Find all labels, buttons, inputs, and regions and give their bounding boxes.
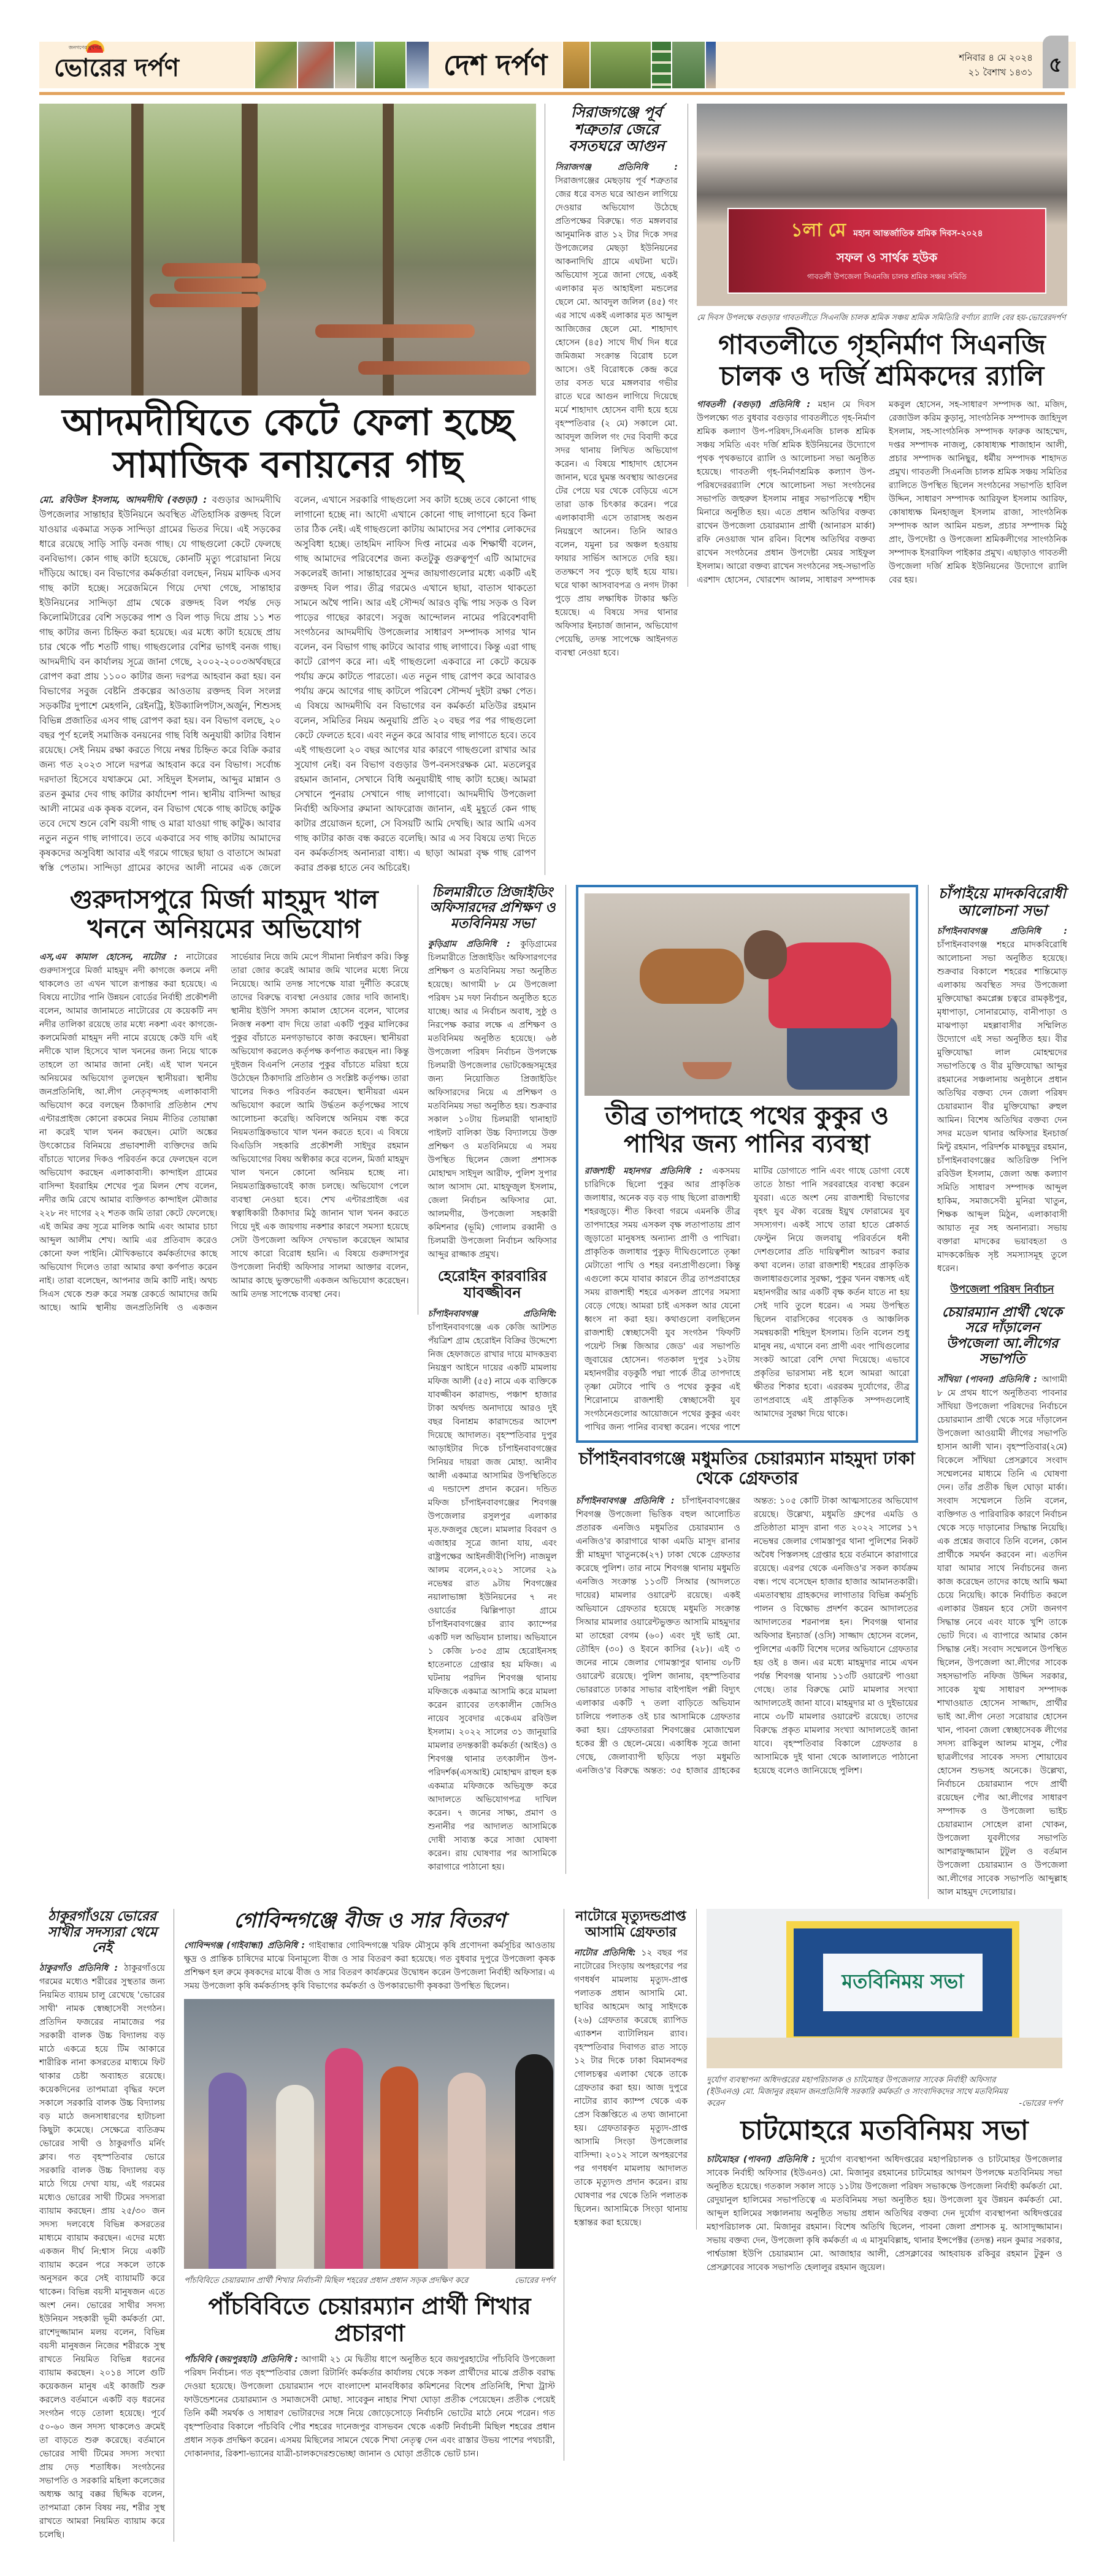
headline-heroin[interactable]: হেরোইন কারবারির যাবজ্জীবন [437, 1266, 547, 1302]
marcher [515, 2054, 553, 2269]
section-title: দেশ দর্পণ [443, 48, 548, 82]
headline-sirajganj[interactable]: সিরাজগঞ্জে পূর্ব শত্রুতার জেরে বসতঘরে আগুন [568, 103, 665, 155]
headline-gurudaspur[interactable]: গুরুদাসপুরে মির্জা মাহমুদ খাল খননে অনিয়মের অভিযোগ [69, 884, 378, 944]
byline: এস,এম কামাল হোসেন, নাটোর : [39, 952, 186, 962]
article-text: নাটোরের গুরুদাসপুরে মির্জা মাহমুদ নদী কাগজে কলমে নদী থাকলেও তা এখন খালে রূপান্তর করা হয়েছে। এ বিষয়ে নাটোর পানি উন্নয়ন বোর্ডের নির্বাহী প্রকৌশলী বলেন, আমার জানামতে নাটোরের যে কয়েকটি নদ নদীর তালিকা রয়েছে তার মধ্যে নকশা এবং কাগজে-কলমেমির্জা মাহমুদ নদী নামে রয়েছে কেউ যদি এই নদীকে খাল হিসেবে খাল খননের জন্য নিয়ে থাকে তাহলে তা আমার জানা নেই। এই খাল খননে অনিয়মের অভিযোগ তুলছেন স্থানীয়রা। স্থানীয় জনপ্রতিনিধি, আ.লীগ নেতৃবৃন্দসহ এলাকাবাসী অভিযোগ করে বলছেন ঠিকাদারি প্রতিষ্ঠান শেখ এন্টারপ্রাইজ কোনো রকমের নিয়ম নীতির তোয়াক্কা না করেই খাল খনন করছেন। মোটা অঙ্কের উৎকোচের বিনিময়ে প্রভাবশালী ব্যক্তিদের জমি বাঁচাতে খালের দিকও পরিবর্তন করে ফেলছেন বলে অভিযোগ করছেন এলাকাবাসী। কান্দাইল গ্রামের বাসিন্দা ইবরাহিম শেখের পুত্র মিলন শেখ বলেন, নদীর জমি রেখে আমার ব্যক্তিগত কান্দাইল মৌজার ২২৮ নং দাগের ২২ শতক জমি তারা কেটে ফেলেছে। এই জমির ক্রয় সূত্রে মালিক আমি এবং আমার চাচা আব্দুল আলীম শেখ। আমি এর প্রতিবাদ করেও কোনো ফল পাইনি। মৌখিকভাবে কর্মকর্তাদের কাছে অভিযোগ দিলেও তারা আমার কথা কর্ণপাত করেন নাই। তারা বলেছেন, আপনার জমি কাটি নাই। অথচ সিএস থেকে শুরু করে সমস্ত রেকর্ডে আমাদের জমি আছে। আমি স্থানীয় জনপ্রতিনিধি ও একজন সার্ভেয়ার নিয়ে জমি মেপে সীমানা নির্ধারণ করি। কিন্তু তারা জোর করেই আমার জমি খালের মধ্যে নিয়ে নিয়েছে। আমি তদন্ত সাপেক্ষে যারা দুর্নীতি করেছে তাদের বিরুদ্ধে ব্যবস্থা নেওয়ার জোর দাবি জানাই। স্থানীয় ইউপি সদস্য কামাল হোসেন বলেন, খালের নিজস্ব নকশা বাদ দিয়ে তারা একটি পুকুর মালিকের পুকুর বাঁচাতে মনগড়াভাবে কাজ করছেন। স্থানীয়রা অভিযোগ করলেও কর্তৃপক্ষ কর্ণপাত করছেন না। কিন্তু দুইজন বিএনপি নেতার পুকুর বাঁচাতে মরিয়া হয়ে উঠেছেন ঠিকাদারি প্রতিষ্ঠান ও সংশ্লিষ্ট কর্তৃপক্ষ। তারা খালের দিকও পরিবর্তন করছেন। স্থানীয়রা এমন অভিযোগ করলে আমি উর্দ্ধতন কর্তৃপক্ষের সাথে আলোচনা করেছি। অবিলম্বে অনিয়ম বন্ধ করে নিয়মতান্ত্রিকভাবে খাল খনন করতে হবে। এ বিষয়ে বিএডিসি সহকারি প্রকৌশলী সাইদুর রহমান অভিযোগের বিষয় অস্বীকার করে বলেন, মির্জা মাহমুদ খাল খননে কোনো অনিয়ম হচ্ছে না। নিয়মতান্ত্রিকভাবেই কাজ চলছে। অভিযোগ পেলে ব্যবস্থা নেওয়া হবে। শেখ এন্টারপ্রাইজ এর স্বত্বাধিকারী ঠিকাদার মিঠু জানান খাল খনন করতে গিয়ে দুই এক জায়গায় নকশার কারণে সমস্যা হয়েছে সেটা উপজেলা অফিস দেখভাল করেছেন আমার সাথে কারো বিরোধ হয়নি। এ বিষয়ে গুরুদাসপুর উপজেলা নির্বাহী অফিসার সালমা আক্তার বলেন, আমার কাছে ভুক্তভোগী একজন অভিযোগ করেছেন। আমি তদন্ত সাপেক্ষে ব্যবস্থা নেব। [39, 952, 409, 1313]
newspaper-logo[interactable]: ভোরের দর্পণ [54, 53, 179, 82]
article-thakurgaon [39, 1909, 174, 2542]
masthead-photo-road [334, 42, 355, 88]
masthead-photo-watermelon [651, 42, 671, 88]
byline: কুড়িগ্রাম প্রতিনিধি : [427, 939, 521, 949]
byline: গাবতলী (বগুড়া) প্রতিনিধি : [697, 400, 818, 410]
date-band [716, 42, 1076, 88]
meeting-backdrop [786, 1921, 1019, 2044]
caption-credit: ভোরের দর্পণ [515, 2276, 555, 2286]
photo-election-march [184, 1999, 554, 2269]
photo-meeting [707, 1909, 1062, 2068]
headline-gabtali[interactable]: গাবতলীতে গৃহনির্মাণ সিএনজি চালক ও দর্জি শ্রমিকদের র‌্যালি [718, 329, 1046, 392]
log [150, 294, 260, 307]
headline-rajshahi[interactable]: তীব্র তাপদাহে পথের কুকুর ও পাখির জন্য পানির ব্যবস্থা [605, 1101, 889, 1158]
marcher [325, 2048, 363, 2269]
byline: মো. রবিউল ইসলাম, আদমদীঘি (বগুড়া) : [39, 494, 212, 505]
row-bottom [39, 1909, 1067, 2542]
byline: চাটমোহর (পাবনা) প্রতিনিধি : [707, 2154, 821, 2165]
headline-santhia[interactable]: চেয়ারম্যান প্রার্থী থেকে সরে দাঁড়ালেন উপজেলা আ.লীগের সভাপতি [941, 1304, 1063, 1367]
banner-date: ১লা মে [791, 220, 846, 241]
marcher [448, 2073, 486, 2269]
masthead-photo-wheat [562, 42, 589, 88]
page-number: ৫ [1043, 36, 1068, 88]
article-text: গাইবান্ধার গোবিন্দগঞ্জে খরিফ মৌসুমে কৃষি প্রণোদনা কর্মসূচির আওতায় ক্ষুদ্র ও প্রান্তিক চাষিদের মাঝে বিনামূল্যে বীজ ও সার বিতরণ করা হয়েছে। গত বুধবার দুপুরে উপজেলা কৃষক প্রশিক্ষণ হল রুমে কৃষকদের মাঝে বীজ ও সার বিতরণ কার্যক্রমের উদ্বোধন করেন উপজেলা নির্বাহী অফিসার। এ সময় উপজেলা কৃষি কর্মকর্তাসহ কৃষি বিভাগের কর্মকর্তা ও উপকারভোগী কৃষকরা উপস্থিত ছিলেন। [184, 1941, 555, 1992]
article-body-adamdighi [39, 492, 536, 875]
headline-madhumati[interactable]: চাঁপাইনবাবগঞ্জে মধুমতির চেয়ারম্যান মাহমুদা ঢাকা থেকে গ্রেফতার [578, 1448, 915, 1489]
masthead-photo-paddy [254, 42, 297, 88]
marcher [276, 2085, 314, 2269]
masthead-photo-workers [297, 42, 334, 88]
photo-caption-gabtali [697, 312, 1067, 324]
headline-panchbibi[interactable]: পাঁচবিবিতে চেয়ারম্যান প্রার্থী শিখার প্রচারণা [208, 2292, 531, 2347]
log [162, 263, 260, 277]
water-bowl [683, 1062, 732, 1079]
masthead-photo-climber [405, 42, 429, 88]
masthead-photo-river [355, 42, 374, 88]
article-body-chatmohar [707, 2153, 1062, 2274]
rally-banner [727, 208, 1046, 294]
byline: চাঁপাইনবাবগঞ্জ প্রতিনিধি : [937, 927, 1067, 937]
article-text: মহান মে দিবস উপলক্ষ্যে গত বুধবার বগুড়ার গাবতলীতে গৃহ-নির্মাণ শ্রমিক কল্যাণ উপ-পরিষদ,সিএনজি চালক শ্রমিক সঞ্চয় সমিতি এবং দর্জি শ্রমিক ইউনিয়নের উদ্যোগে পৃথক পৃথকভাবে র‌্যালি ও আলোচনা সভা অনুষ্ঠিত হয়েছে। গাবতলী গৃহ-নির্মাণশ্রমিক কল্যাণ উপ-পরিষদেররর‌্যালি শেষে আলোচনা সভা সংগঠনের সভাপতি জহুরুল ইসলাম নান্নুর সভাপতিত্বে শহীদ মিনারে অনুষ্ঠিত হয়। এতে প্রধান অতিথির বক্তব্য রাখেন উপজেলা চেয়ারম্যান প্রার্থী (আনারস মার্কা) রফি নেওয়াজ খান রবিন। বিশেষ অতিথির বক্তব্য রাখেন সংগঠনের প্রধান উপদেষ্টা মেয়র সাইফুল ইসলাম। আরো বক্তব্য রাখেন সংগঠনের সহ-সভাপতি এরশাদ হোসেন, খোরশেদ আলম, সাধারণ সম্পাদক মকবুল হোসেন, সহ-সাধারণ সম্পাদক আ. মজিদ, রেজাউল করিম কুড়ানু, সাংগঠনিক সম্পাদক জাহিদুল ইসলাম, সহ-সাংগঠনিক সম্পাদক ফারুক আহম্মেদ, দপ্তর সম্পাদক নাজলু, কোষাধ্যক্ষ শাজাহান আলী, প্রচার সম্পাদক আনিছুর, ধর্মীয় সম্পাদক শাহাদত প্রমুখ। গাবতলী সিএনজি চালক শ্রমিক সঞ্চয় সমিতির র‌্যালিতে উপস্থিত ছিলেন সংগঠনের সভাপতি হাবিল উদ্দিন, সাধারণ সম্পাদক আরিফুল ইসলাম আরিফ, কোষাধ্যক্ষ মিনহাজুল ইসলাম রাজা, সাংগঠনিক সম্পাদক আল আমিন মন্ডল, প্রচার সম্পাদক মিঠু প্রাং, উপদেষ্টা ও উপজেলা শ্রমিকলীগের সাংগঠনিক সম্পাদক ইসরাফিল পাইকার প্রমুখ। এছাড়াও গাবতলী উপজেলা দর্জি শ্রমিক ইউনিয়নের উদ্যোগে র‌্যালি বের হয়। [697, 400, 1067, 586]
photo-felled-trees [39, 104, 536, 396]
tree-trunk [242, 104, 258, 396]
masthead-photo-trees [671, 42, 705, 88]
article-text: বগুড়ার আদমদীঘি উপজেলার সান্তাহার ইউনিয়নে অবস্থিত ঐতিহাসিক রক্তদহ বিলে যাওয়ার একমাত্র সড়ক সান্দিড়া গ্রামের ভিতর দিয়ে। এই সড়কের ধারে রয়েছে সাড়ি সাড়ি বনজ গাছ। যে গাছগুলো কেটে ফেলছে বনবিভাগ। কোন গাছ কাটা হয়েছে, কোনটি মৃত্যু পরোয়ানা নিয়ে দাঁড়িয়ে আছে। বন বিভাগের কর্মকর্তারা বলছেন, নিয়ম মাফিক এসব গাছ কাটা হচ্ছে। সরেজমিনে গিয়ে দেখা গেছে, সান্তাহার ইউনিয়নের সান্দিড়া গ্রাম থেকে রক্তদহ বিল পর্যন্ত দেড় কিলোমিটারের বেশি সড়কের পাশ ও বিল পাড় দিয়ে প্রায় ১১ শত গাছ কাটার জন্য চিহ্নিত করা হয়েছে। এর মধ্যে কাটা হয়েছে প্রায় চার থেকে পাঁচ শতটি গাছ। গাছগুলোর বেশির ভাগই বনজ গাছ। আদমদীঘি বন কার্যালয় সূত্রে জানা গেছে, ২০০২-২০০৩অর্থবছরে রোপণ করা প্রায় ১১০০ কাটার জন্য দরপত্র আহবান করা হয়। বন বিভাগের সবুজ বেষ্টনি প্রকল্পের আওতায় রক্তদহ বিল সংলগ্ন সড়কটির দুপাশে মেহগনি, রেইনট্রি, ইউক্যালিপটাস,অর্জুন, শিশুসহ বিভিন্ন প্রজাতির এসব গাছ রোপণ করা হয়। বন বিভাগ বলছে, ২০ বছর পূর্ণ হলেই সমাজিক বনয়নের গাছ বিধি অনুযায়ী কাটার বিধান রয়েছে। সেই নিয়ম রক্ষা করতে গিয়ে নম্বর চিহ্নিত করে বিক্রি করার জন্য গত ২০২৩ সালে দরপত্র আহবান করে বন বিভাগ। সর্বোচ্চ দরদাতা হিসেবে যথাক্রমে মো. সহিদুল ইসলাম, আব্দুর মান্নান ও রতন কুমার দেব গাছ কাটার কার্যাদেশ পান। স্থানীয় বাসিন্দা আছর আলী নামের এক কৃষক বলেন, বন বিভাগ থেকে গাছ কাটছে কাটুক তবে দেখে শুনে বেশি বয়সী গাছ ও মারা যাওয়া গাছ কাটুক। আবার নতুন নতুন গাছ লাগাবে। তবে একবারে সব গাছ কাটায় আমাদের কৃষকদের অসুবিধা আবার এই গরমে গাছের ছায়া ও বাতাসে আমরা স্বস্তি পেতাম। সান্দিড়া গ্রামের কাদের আলী নামের এক জেলে বলেন, এখানে সরকারি গাছগুলো সব কাটা হচ্ছে তবে কোনো গাছ লাগানো হচ্ছে না। আদৌ এখানে কোনো গাছ লাগানো হবে কিনা তার ঠিক নেই। এই গাছগুলো কাটায় আমাদের সব পেশার লোকদের অসুবিধা হচ্ছে। তাহমিদ নাফিস দিপ্ত নামের এক শিক্ষার্থী বলেন, গাছ আমাদের পরিবেশের জন্য কতটুকু গুরুত্বপূর্ণ এটি আমাদের সকলেরই জানা। সান্তাহারের সুন্দর জায়গাগুলোর মধ্যে একটি এই রক্তদহ বিল পার। তীব্র গরমেও এখানে ছায়া, বাতাস থাকতো সামনে অথৈ পানি। আর এই সৌন্দর্য আরও বৃদ্ধি পায় সড়ক ও বিল পাড়ের গাছের কারণে। সবুজ আন্দোলন নামের পরিবেশবাদী সংগঠনের আদমদীঘি উপজেলার সাধারণ সম্পাদক সাগর খান বলেন, বন বিভাগ গাছ কাটবে আবার গাছ লাগাবে। কিন্তু এরা গাছ কাটে রোপণ করে না। এই গাছগুলো একবারে না কেটে কয়েক পর্যায় ক্রমে কাটতে পারতো। এত নতুন গাছ রোপণ করে আবারও পর্যায় ক্রমে আগের গাছ কাটলে পরিবেশ সৌন্দর্য দুইটা রক্ষা পেত। এ বিষয়ে আদমদীঘি বন বিভাগের বন কর্মকর্তা মতিউর রহমান বলেন, সমিতির নিয়ম অনুয়ায়ি প্রতি ২০ বছর পর পর গাছগুলো কেটে ফেলতে হবে। এবং নতুন করে আবার গাছ লাগাতে হবে। তবে এই গাছগুলো ২০ বছর আগের যার কারণে গাছগুলো রাখার আর সুযোগ নেই। বন বিভাগ বগুড়ার উপ-বনসংরক্ষক মো. মতলেবুর রহমান জানান, সেখানে বিধি অনুয়ায়ীই গাছ কাটা হচ্ছে। আমরা সেখানে পুনরায় সেখানে গাছ লাগাবো। আদমদীঘি উপজেলা নির্বাহী অফিসার রুমানা আফরোজ জানান, এই মুহূর্তে কেন গাছ কাটার প্রয়োজন হলো, সে বিসয়টি আমি দেখছি। আর আমি এসব গাছ কাটার কাজ বন্ধ করতে বলেছি। আর এ সব বিষয়ে তথ্য দিতে বন কর্মকর্তাসহ অনান্যরা বাধ্য। এ ছাড়া আমরা বৃক্ষ গাছ রোপণ করার প্রকল্প হাতে নেব অচিরেই। [39, 494, 536, 873]
column-rajshahi [576, 885, 918, 1778]
headline-gobindaganj[interactable]: গোবিন্দগঞ্জে বীজ ও সার বিতরণ [234, 1908, 505, 1933]
article-adamdighi [39, 104, 545, 875]
headline-chapai-drug[interactable]: চাঁপাইয়ে মাদকবিরোধী আলোচনা সভা [938, 884, 1066, 919]
banner-slogan: সফল ও সার্থক হউক [836, 250, 938, 265]
marcher [209, 2073, 247, 2269]
byline: গোবিন্দগঞ্জ (গাইবান্ধা) প্রতিনিধি : [184, 1941, 309, 1951]
photo-man-feeding-dog [585, 893, 910, 1096]
caption-text: পাঁচবিবিতে চেয়ারম্যান প্রার্থী শিখার নির্বাচনী মিছিল শহরের প্রধান প্রধান সড়ক প্রদক্ষিণ করে [184, 2276, 469, 2286]
article-text: দুর্যোগ ব্যবস্থাপনা অধিদপ্তরের মহাপরিচালক ও চাটমোহর উপজেলার সাবেক নির্বাহী অফিসার (ইউএনও) মো. মিজানুর রহমানের চাটমোহর আগমণ উপলক্ষে মতবিনিময় সভা অনুষ্ঠিত হয়েছে। গতকাল সকাল সাড়ে ১১টায় উপজেলা পরিষদ সভাকক্ষে উপজেলা নির্বাহী কর্মকর্তা মো. রেদুয়ানুল হালিমের সভাপতিত্বে এ মতবিনিময় সভা অনুষ্ঠিত হয়। উপজেলা যুব উন্নয়ন কর্মকর্তা মো. আব্দুল হালিমের সঞ্চালনায় অনুষ্ঠিত সভায় প্রধান অতিথির বক্তব্য দেন দুর্যোগ ব্যবস্থাপনা অধিদপ্তরের মহাপরিচালক মো. মিজানুর রহমান। বিশেষ অতিথি ছিলেন, পাবনা জেলা প্রশাসক মু. আসাদুজ্জামান। সভায় বক্তব্য দেন, উপজেলা কৃষি কর্মকর্তা এ এ মাসুমবিল্লাহ, থানার ইন্সপেক্টর (তদন্ত) নয়ন কুমার সরকার, পার্শ্বডাঙ্গা ইউপি চেয়ারম্যান মো. আজাহার আলী, প্রেসক্লাবের আহবায়ক রকিবুর রহমান টুকুন ও প্রেসক্লাবের সাবেক সভাপতি হেলালুর রহমান জুয়েল। [707, 2154, 1062, 2272]
banner-title: মহান আন্তর্জাতিক শ্রমিক দিবস-২০২৪ [853, 229, 983, 239]
article-text: ১২ বছর পর নাটোরের সিংড়ায় অপহরণের পর গণধর্ষণ মামলায় মৃত্যুদ-প্রাপ্ত পলাতক প্রধান আসামি মো. ছাবির আহমেদ আবু সাইদকে (২৬) গ্রেফতার করেছে র‌্যাপিড এ্যাকশন ব্যাটালিয়ন র‌্যাব। বৃহস্পতিবার দিবাগত রাত সাড়ে ১২ টার দিকে ঢাকা বিমানবন্দর গোলচত্বর এলাকা থেকে তাকে গ্রেফতার করা হয়। আজ দুপুরে নাটোর র‌্যাব ক্যাম্প থেকে এক প্রেস বিজ্ঞপ্তিতে এ তথ্য জানানো হয়। গ্রেফতারকৃত মৃত্যুদ-প্রাপ্ত আসামি সিংড়া উপজেলার বাসিন্দা। ২০১২ সালে অপহরণের পর গণধর্ষণ মামলায় আদালত তাকে মৃত্যুদণ্ড প্রদান করেন। রায় ঘোষণার পর থেকে তিনি পলাতক ছিলেন। আসামিকে সিংড়া থানায় হস্তান্তর করা হয়েছে। [574, 1947, 688, 2228]
dog [640, 949, 744, 1004]
byline: পাঁচবিবি (জয়পুরহাট) প্রতিনিধি : [184, 2354, 302, 2364]
column-right [928, 885, 1067, 1899]
article-text: কুড়িগ্রামের চিলমারীতে প্রিজাইডিং অফিসারগণের প্রশিক্ষণ ও মতবিনিময় সভা অনুষ্ঠিত হয়েছে। আগামী ৮ মে উপজেলা পরিষদ ১ম দফা নির্বাচন অনুষ্ঠিত হতে যাচ্ছে। আর এ নির্বাচন অবাধ, সুষ্ঠু ও নিরপেক্ষ করার লক্ষে এ প্রশিক্ষণ ও মতবিনিময় অনুষ্ঠিত হয়েছে। ৬ষ্ঠ উপজেলা পরিষদ নির্বাচন উপলক্ষে চিলমারী উপজেলার ভোটকেন্দ্রসমূহের জন্য নিয়োজিত প্রিজাইডিং অফিসারদের নিয়ে এ প্রশিক্ষণ ও মতবিনিময় সভা অনুষ্ঠিত হয়। শুক্রবার সকাল ১০টায় চিলমারী থানাহাট পাইলট বালিকা উচ্চ বিদ্যালয়ে উক্ত প্রশিক্ষণ ও মতবিনিময়ে এ সময় উপস্থিত ছিলেন জেলা প্রশাসক মোহাম্মদ সাইদুল আরীফ, পুলিশ সুপার আল আসাদ মো. মাহফুজুল ইসলাম, জেলা নির্বাচন অফিসার মো. আলমগীর, উপজেলা সহকারী কমিশনার (ভূমি) গোলাম রব্বানী ও চিলমারী উপজেলা নির্বাচন অফিসার আব্দুর রাজ্জাক প্রমুখ। [427, 939, 557, 1259]
byline: ঠাকুরগাঁও প্রতিনিধি : [39, 1963, 125, 1974]
backdrop-panel [823, 1954, 982, 2011]
caption-text: দুর্যোগ ব্যবস্থাপনা অধিদপ্তরের মহাপরিচালক ও চাটমোহর উপজেলার সাবেক নির্বাহী অফিসার (ইউএনও) মো. মিজানুর রহমান জনপ্রতিনিধি সরকারি কর্মকর্তা ও সাংবাদিকদের সাথে মতবিনিময় করেন [707, 2076, 1008, 2109]
article-body-sirajganj [555, 161, 678, 660]
man-head [744, 930, 787, 979]
row-top [39, 104, 1067, 875]
article-body-chapai-drug [937, 925, 1067, 1275]
photo-caption-panchbibi [184, 2275, 555, 2287]
byline: চাঁপাইনবাবগঞ্জ প্রতিনিধি: [427, 1309, 557, 1320]
section-band [429, 42, 562, 88]
article-text: চাঁপাইনবাবগঞ্জের শিবগঞ্জ উপজেলা ভিত্তিক বহুল আলোচিত প্রতারক এনজিও মধুমতির চেয়ারম্যান ও এনজিও'র কারাগারে থাকা এমডি মাসুদ রানার স্ত্রী মাহমুদা খাতুনকে(২৭) ঢাকা থেকে গ্রেফতার করেছে পুলিশ। তার নামে শিবগঞ্জ থানায় মধুমতি এনজিও সংক্রান্ত ১১৩টি সিআর (আদলতে দায়ের) মামলার ওয়ারেন্ট রয়েছে। একই অভিযানে গ্রেফতার হয়েছে মধুমতি সংক্রান্ত সিআর মামলার ওয়ারেন্টভুক্তত আসামি মাহমুদার মা তাহেরা বেগম (৬০) এবং দুই ভাই মো. তৌহিদ (৩০) ও ইবনে কাসির (২৮)। এই ৩ জনের নামে জেলার গোমস্তাপুর থানায় ৩৮টি ওয়ারেন্ট রয়েছে। পুলিশ জানায়, বৃহস্পতিবার ভোররাতে ঢাকার সাভার বাইপাইল পল্লী বিদ্যুৎ এলাকার একটি ৭ তলা বাড়িতে অভিযান চালিয়ে পলাতক ওই চার আসামিকে গ্রেফতার করা হয়। গ্রেফতাররা শিবগঞ্জের মোজাম্মেল হকের স্ত্রী ও ছেলে-মেয়ে। একাধিক সূত্রে জানা গেছে, জেলাব্যাপী ছড়িয়ে পড়া মধুমতি এনজিও'র বিরুদ্ধে অন্তত: ৩৫ হাজার গ্রাহকের অন্তত: ১০৫ কোটি টাকা আত্মসাতের অভিযোগ রয়েছে। উল্লেখ্য, মধুমতি গ্রুপের এমডি ও প্রতিষ্ঠাতা মাসুদ রানা গত ২০২২ সালের ১৭ নভেম্বর জেলার গোমস্তাপুর থানা পুলিশের নিকট অবৈধ পিস্তলসহ গ্রেপ্তার হয়ে বর্তমানে কারাগারে রয়েছে। এরপর থেকে এনজিও'র সকল কার্যক্রম বন্ধ। পথে বসেছেন হাজার হাজার আমানতকারী। এমতাবস্থায় গ্রাহকদের লাগাতার বিভিন্ন কর্মসূচি পালন ও বিক্ষোভ প্রদর্শণ করেন আদালতের আদালতের শরনাপন্ন হন। শিবগঞ্জ থানার অফিসার ইনচার্জ (ওসি) সাজ্জাদ হোসেন বলেন, পুলিশের একটি বিশেষ দলের অভিযানে গ্রেফতার হয় ওই ৪ জন। এর মধ্যে মাহমুদার নামে এখন পর্যন্ত শিবগঞ্জ থানায় ১১৩টি ওয়ারেন্ট পাওয়া গেছে। তার বিরুদ্ধে মোট মামলার সংখ্যা আদালতেই জানা যাবে। মাহমুদার মা ও দুইভায়ের নামে ৩৮টি মামলার ওয়ারেন্ট রয়েছে। তাদের বিরুদ্ধে প্রকৃত মামলার সংখ্যা আদালতেই জানা যাবে। বৃহস্পতিবার বিকালে গ্রেফতার ৪ আসামিকে দুই থানা থেকে আলালতে পাঠানো হয়েছে বলেও জানিয়েছে পুলিশ। [575, 1496, 918, 1776]
tree-trunk [383, 104, 394, 396]
article-text: একসময় চারিদিকে ছিলো পুকুর আর প্রাকৃতিক জলাধার, অনেক বড় বড় গাছ ছিলো রাজশাহী শহরজুড়ে। শীত কিংবা গরমে এমনকি তীব্র তাপদাহের সময় এসকল বৃক্ষ লতাপাতায় প্রাণ জুড়াতো মানুষসহ অন্যান্য প্রাণী ও পাখিরা। প্রাকৃতিক জলাধার পুকুড় দীঘিগুলোতে তৃষ্ণা মেটাতো পাখি ও শহর বন্যপ্রাণীগুলো। কিন্তু এগুলো কমে যাবার কারনে তীব্র তাপপ্রবাহের সময় রাজশাহী শহরে এসকল প্রাণের সমস্যা বেড়ে গেছে। আমরা চাই এসকল আর যেনো ধ্বংস না করা হয়। কথাগুলো বলছিলেন রাজশাহী স্বেচ্ছাসেবী যুব সংগঠন 'ফিফটি পয়েন্ট সিক্স জিআর জেড' এর সভাপতি জুবায়ের হোসেন। গতকাল দুপুর ১২টায় মহানগরীর বড়কুঠি পদ্মা পার্কে তীব্র তাপদাহে তৃষ্ণা মেটাবে পাখি ও পথের কুকুর এই শিরোনামে রাজশাহী স্বেচ্ছাসেবী যুব সংগঠনেগুলোর আয়োজনে পথের কুকুর এবং পাখির জন্য পানির ব্যবস্থা করেন। পথের পাশে মাটির ডোগাতে পানি এবং গাছে ডোগা বেধে তাতে ঠান্ডা পানি সরবরাহের ব্যবস্থা করেন যুবরা। এতে অংশ নেয় রাজশাহী বিভাগের বৃহৎ যুব ঐক্য বরেন্দ্র ইয়ুথ ফোরামের যুব সদস্যগণ। একই সাথে তারা হাতে প্লেকার্ড ফেস্টুন নিয়ে জলবায়ু পরিবর্তনে ধনী দেশগুলোর প্রতি দায়িত্বশীল আচরণ করার কথা বলেন। তারা রাজশাহী শহরের প্রাকৃতিক জলাধারগুলোর সুরক্ষা, পুকুর খনন বন্ধসহ এই মহানগরীর আর একটি বৃক্ষ কর্তন যাতে না হয় সেই দাবি তুলে ধরেন। এ সময় উপস্থিত ছিলেন বারসিকের গবেষক ও আঞ্চলিক সমন্বয়কারী শহিদুল ইসলাম। তিনি বলেন শুধু মানুষ নয়, এখানে বন্য প্রাণী এবং পাখিগুলোর সংকট আরো বেশি দেখা দিয়েছে। এভাবে প্রকৃতির ভারসাম্য নষ্ট হলে আমরা আরো ক্ষীতর শিকার হবো। এররকম দুর্যোগের, তীব্র তাপপ্রবাহে এই প্রাকৃতিক সম্পদগুলোই আমাদের সুরক্ষা দিয়ে থাকে। [584, 1166, 910, 1432]
log [174, 278, 266, 292]
article-text: ঠাকুরগাঁওয়ে গরমের মধ্যেও শরীরের সুস্থতার জন্য নিয়মিত ব্যায়ম চালু রেখেছে 'ভোরের সাথী' নামক স্বেচ্ছাসেবী সংগঠন। প্রতিদিন ফজরের নামাজের পর সরকারী বালক উচ্চ বিদ্যালয় বড় মাঠে একত্রে হয়ে টিম আকারে শারীরিক নানা কসরতের মাধ্যমে ফিট থাকার চেষ্টা অব্যাহত রয়েছে। কয়েকদিনের তাপমাত্রা বৃদ্ধির ফলে সকালে সরকারি বালক উচ্চ বিদ্যালয় বড় মাঠে জনসাধারণের হাটাচলা কিছুটা কমেছে। সেক্ষেত্রে ব্যতিক্রম ভোরের সাথী ও ঠাকুরগাঁও মর্নিং ক্লাব। গত বৃহস্পতিবার ভোরে সরকারি বালক উচ্চ বিদ্যালয় বড় মাঠে গিয়ে দেখা যায়, এই গরমের মধ্যেও ভোরের সাথী টিমের সদস্যরা ব্যায়াম করছেন। প্রায় ২৫/৩০ জন সদস্য দলবেধে বিভিন্ন কসরতের মাধ্যমে ব্যায়াম করছেন। এদের মধ্যে একজন দীর্ঘ নি:শ্বাস নিয়ে একটি ব্যায়াম করেন পরে সকলে তাকে অনুসরন করে সেই ব্যায়ামটি করে থাকেন। বিভিন্ন বয়সী মানুষজন এতে অংশ নেন। ভোরের সাথীর সদস্য ইউনিয়ন সহকারী ভূমী কর্মকর্তা মো. রাশেদুজ্জামান মলয় বলেন, বিভিন্ন বয়সী মানুষজন নিজের শরীরকে সুস্থ রাখতে নিয়মিত বিভিন্ন ধরনের ব্যায়াম করছেন। ২০১৪ সালে গুটি কয়েকজন মানুষ এই কাজটি শুরু করলেও বর্তমানে একটি বড় ধরনের সংগঠন গড়ে তোলা হয়েছে। পূর্বে ৫০-৬০ জন সদস্য থাকলেও ক্রমেই তা বাড়তে শুরু করেছে। বর্তমানে ভোরের সাথী টিমের সদস্য সংখ্যা প্রায় দেড় শতাধিক। সংগঠনের সভাপতি ও সরকারি মহিলা কলেজের অধ্যক্ষ আবু বক্কর ছিদ্দিক বলেন, তাপমাত্রা কোন বিষয় নয়, শরীর সুস্থ রাখতে আমরা নিয়মিত ব্যায়াম করে চলেছি। [39, 1963, 165, 2540]
photo-caption-chatmohar [707, 2074, 1062, 2109]
article-body-panchbibi [184, 2353, 555, 2461]
article-text: চাঁপাইনবাবগঞ্জে এক কেজি আটশত পঁয়ত্রিশ গ্রাম হেরোইন বিক্রির উদ্দেশ্যে নিজ হেফাজতে রাখার দায়ে মাদকদ্রব্য নিয়ন্ত্রণ আইনে দায়ের একটি মামলায় মফিজ আলী (৫৫) নামে এক ব্যক্তিকে যাবজ্জীবন কারাদন্ড, পঞ্চাশ হাজার টাকা অর্থদন্ড অনাদায়ে আরও দুই বছর বিনাশ্রম কারাদন্ডের আদেশ দিয়েছে আদালত। বৃহস্পতিবার দুপুর আড়াইটার দিকে চাঁপাইনবাবগঞ্জের সিনিয়র দায়রা জজ মোহা. আনীব আলী একমাত্র আসামির উপস্থিতিতে এ দন্ডাদেশ প্রদান করেন। দন্ডিত মফিজ চাঁপাইনবাবগঞ্জের শিবগঞ্জ উপজেলার রসুলপুর এলাকার মৃত.ফজলুর ছেলে। মামলার বিবরণ ও এজাহার সূত্রে জানা যায়, এবং রাষ্ট্রপক্ষের আইনজীবী(পিপি) নাজমুল আলম বলেন,২০২১ সালের ২৯ নভেম্বর রাত ৯টায় শিবগঞ্জের নয়ালাভাঙ্গা ইউনিয়নের ৭ নং ওয়ার্ডের ঝিল্লিপাড়া গ্রামে চাঁপাইনবাবগঞ্জের র‌্যাব ক্যাম্পের একটি দল অভিযান চালায়। অভিযানে ১ কেজি ৮৩৫ গ্রাম হেরোইনসহ হাতেনাতে গ্রেপ্তার হয় মফিজ। এ ঘটনায় পরদিন শিবগঞ্জ থানায় মফিজকে একমাত্র আসামি করে মামলা করেন র‌্যাবের তৎকালীন জেসিও নায়েব সুবেদার একেএম রবিউল ইসলাম। ২০২২ সালের ৩১ জানুয়ারি মামলার তদন্তকারী কর্মকর্তা (আইও) ও শিবগঞ্জ থানার তৎকালীন উপ-পরিদর্শক(এসআই) মোহাম্মদ রাহুল হক একমাত্র মফিজকে অভিযুক্ত করে আদালতে অভিযোগপত্র দাখিল করেন। ৭ জনের সাক্ষ্য, প্রমাণ ও শুনানীর পর আদালত আসামিকে দোষী সাব্যস্ত করে সাজা ঘোষণা করেন। রায় ঘোষণার পর আসামিকে কারাগারে পাঠানো হয়। [427, 1323, 557, 1873]
byline: নাটোর প্রতিনিধি: [574, 1947, 642, 1958]
article-sirajganj [555, 104, 678, 660]
article-gurudaspur [39, 885, 418, 1315]
boxed-article-rajshahi [576, 885, 918, 1443]
kicker-upazila-election: উপজেলা পরিষদ নির্বাচন [950, 1283, 1054, 1296]
logo-band [39, 42, 254, 88]
column-chilmari-heroin [428, 885, 566, 1874]
backdrop-title: মতবিনিময় সভা [841, 1970, 964, 1993]
article-body-santhia [937, 1373, 1067, 1899]
article-body-rajshahi [585, 1164, 910, 1434]
headline-chilmari[interactable]: চিলমারীতে প্রিজাইডিং অফিসারদের প্রশিক্ষণ ও মতবিনিময় সভা [429, 884, 556, 931]
article-body-madhumati [576, 1494, 918, 1778]
masthead-photo-cattle [589, 42, 651, 88]
tree-trunk [131, 104, 144, 396]
caption-text: মে দিবস উপলক্ষে বগুড়ার গাবতলীতে সিএনজি চালক শ্রমিক সঞ্চয় শ্রমিক সমিতিরি বর্ণাঢ্য র‌্যালি বের হয়-ভোরেরদর্পণ [697, 313, 1066, 323]
headline-adamdighi[interactable]: আদমদীঘিতে কেটে ফেলা হচ্ছে সামাজিক বনায়নের গাছ [62, 401, 513, 486]
row-middle [39, 885, 1067, 1899]
article-gabtali [688, 104, 1067, 587]
byline: রাজশাহী মহানগর প্রতিনিধি : [584, 1166, 713, 1176]
headline-thakurgaon[interactable]: ঠাকুরগাঁওয়ে ভোরের সাথীর সদস্যরা থেমে নেই [47, 1908, 157, 1955]
article-natore [574, 1909, 697, 2230]
masthead [39, 42, 1076, 88]
headline-chatmohar[interactable]: চাটমোহরে মতবিনিময় সভা [740, 2115, 1029, 2147]
article-text: সিরাজগঞ্জের মেছড়ায় পূর্ব শত্রুতার জের ধরে বসত ঘরে আগুন লাগিয়ে দেওয়ার অভিযোগ উঠেছে প্রতিপক্ষের বিরুদ্ধে। গত মঙ্গলবার আনুমানিক রাত ১২ টার দিকে সদর উপজেলের মেছড়া ইউনিয়নের আকনাদিঘি গ্রামে এঘটনা ঘটে। অভিযোগ সূত্রে জানা গেছে, একই এলাকার মৃত আহাইলা মন্ডলের ছেলে মো. আবদুল জলিল (৪৫) গং এর সাথে একই এলাকার মৃত আব্দুল আজিজের ছেলে মো. শাহাদাৎ হোসেন (৪৫) সাথে দীর্ঘ দিন ধরে জমিজমা সংক্রান্ত বিরোধ চলে আসে। ওই বিরোধকে কেন্দ্র করে তার বসত ঘরে মঙ্গলবার গভীর রাতে ঘরে আগুন লাগিয়ে দিয়েছে মর্মে শাহাদাৎ হোসেন বাদী হয়ে হয়ে বৃহস্পতিবার (২ মে) সকালে মো. আবদুল জলিল গং দের বিবাদী করে সদর থানায় লিখিত অভিযোগ করেন। এ বিষয়ে শাহাদাৎ হোসেন জানান, ঘরে ঘুমন্ত অবস্থায় আগুনের টের পেয়ে ঘর থেকে বেড়িয়ে এসে তারা ডাক চিৎকার করেন। পরে এলাকাবাসী এসে তারাসহ অগুন নিয়ন্ত্রণে আনেন। তিনি আরও বলেন, যমুনা চর অঞ্চল হওয়ায় ফায়ার সার্ভিস আসতে দেরি হয়। ততক্ষণে সব পুড়ে ছাই হয়ে যায়। ঘরে থাকা আসবাবপত্র ও নগদ টাকা পুড়ে প্রায় লক্ষাধিক টাকার ক্ষতি হয়েছে। এ বিষয়ে সদর থানার অফিসার ইনচার্জ জানান, অভিযোগ পেয়েছি, তদন্ত সাপেক্ষে আইনগত ব্যবস্থা নেওয়া হবে। [555, 175, 678, 658]
article-chatmohar [707, 1909, 1062, 2274]
logo-tagline: জনগণের মুখপত্র [69, 45, 102, 50]
caption-credit: -ভোরের দর্পণ [1019, 2099, 1062, 2109]
masthead-rule [39, 92, 1065, 95]
banner-org: গাবতলী উপজেলা সিএনজি চালক শ্রমিক সঞ্চয় সমিতি [807, 272, 967, 281]
article-body-gabtali [697, 398, 1067, 587]
article-body-heroin [428, 1307, 557, 1874]
article-body-thakurgaon [39, 1962, 165, 2542]
man-red-shirt [769, 942, 891, 1028]
article-body-chilmari [428, 938, 557, 1261]
article-text: আগামী ৮ মে প্রথম ধাপে অনুষ্ঠিতব্য পাবনার সাঁথিয়া উপজেলা পরিষদের নির্বাচনে চেয়ারম্যান প্রার্থী থেকে সরে দাঁড়ালেন উপজেলা আওয়ামী লীগের সভাপতি হাসান আলী খান। বৃহস্পতিবার(২মে) বিকেলে সাঁথিয়া প্রেসক্লাবে সংবাদ সম্মেলনের মাধ্যমে তিনি এ ঘোষণা দেন। তাঁর প্রতীক ছিল ঘোড়া মার্কা। সংবাদ সম্মেলনে তিনি বলেন, ব্যক্তিগত ও পারিবারিক কারণে নির্বাচন থেকে সড়ে দাড়ানোর সিদ্ধান্ত নিয়েছি। এক প্রশ্নের জবাবে তিনি বলেন, কোন প্রার্থীকে সমর্থন করবেন না। এতদিন যারা আমার সাথে নির্বাচনের জন্য কাজ করেছেন তাদের কাছে আমি ক্ষমা চেয়ে নিয়েছি। কাকে নির্বাচিত করলে এলাকার উন্নয়ন হবে সেটা জনগণ সিদ্ধান্ত নেবে এবং যাকে খুশি তাকে ভোট দিবে। এ ব্যাপারে আমার কোন সিদ্ধান্ত নেই। সংবাদ সম্মেলনে উপস্থিত ছিলেন, উপজেলা আ.লীগের সাবেক সহসভাপতি নফিজ উদ্দিন সরকার, সাবেক যুগ্ম সাধারণ সম্পাদক শাখাওয়াত হোসেন সাজ্জাদ, প্রার্থীর ভাই আ.লীগ নেতা সরোয়ার হোসেন খান, পাবনা জেলা স্বেচ্ছাসেবক লীগের সদস্য রাকিবুল আলম মাসুম, পৌর ছাত্রলীগের সাবেক সদস্য শোয়ায়েব হোসেন শুভসহ অনেকে। উল্লেখ্য, নির্বাচনে চেয়ারম্যান পদে প্রার্থী রয়েছেন পৌর আ.লীগের সাধারণ সম্পাদক ও উপজেলা ভাইচ চেয়ারম্যান সোহেল রানা খোকন, উপজেলা যুবলীগের সভাপতি আশরাফুজ্জামান টুটুল ও বর্তমান উপজেলা চেয়ারম্যান ও উপজেলা আ.লীগের সাবেক সভাপতি আব্দুল্লাহ আল মাহমুদ দেলোয়ার। [937, 1375, 1067, 1898]
log [358, 361, 530, 375]
column-gobindaganj-panchbibi [184, 1909, 564, 2460]
byline: চাঁপাইনবাবগঞ্জ প্রতিনিধি : [575, 1496, 682, 1507]
article-text: আগামী ২১ মে দ্বিতীয় ধাপে অনুষ্ঠিত হবে জয়পুরহাটের পাঁচবিবি উপজেলা পরিষদ নির্বাচন। গত বৃহস্পতিবার জেলা রিটার্নিং কর্মকর্তার কার্যালয় থেকে সকল প্রার্থীদের মাঝে প্রতীক বরাদ্ধ দেওয়া হয়েছে। উপজেলা চেয়ারম্যান পদে বাংলাদেশ মানবধিকার কমিশনের বিশেষ প্রতিনিধি, শিখা ট্রাস্ট ফাউন্ডেশনের চেয়ারম্যান ও সমাজসেবী মোছা. সাবেকুন নাহার শিখা ঘোড়া প্রতীক পেয়েছেন। প্রতীক পেয়েই তিনি কর্মী সমর্থক ও সাধারণ ভোটারদের সঙ্গে নিয়ে জোড়েসোড়ে নির্বাচনি ভোটের মাঠে নেমে পরেন। গত বৃহস্পতিবার বিকালে পাঁচবিবি পৌর শহরের দানেজপুর বাসভবন থেকে একটি নির্বাচনী মিছিল শহরের প্রধান প্রধান সড়ক প্রদক্ষিণ করেন। এসময় মিছিলের সামনে থেকে শিখা নেতৃত্ব দেন এবং রাস্তার উভয় পাশের পথচারী, দোকানদার, রিকশা-ভ্যানের যাত্রী-চালকদেরশুভেচ্ছা জানান ও ঘোড়া প্রতীকে ভোট চান। [184, 2354, 555, 2459]
headline-natore[interactable]: নাটোরে মৃত্যুদন্ডপ্রাপ্ত আসামি গ্রেফতার [575, 1908, 686, 1940]
date-english: শনিবার ৪ মে ২০২৪ [959, 52, 1033, 63]
marcher [380, 2066, 418, 2269]
date-bangla: ২১ বৈশাখ ১৪৩১ [968, 67, 1033, 78]
article-body-natore [574, 1946, 688, 2230]
masthead-photo-crop [374, 42, 405, 88]
photo-may-day-rally [697, 104, 1067, 306]
log [315, 324, 475, 338]
article-body-gurudaspur [39, 950, 409, 1315]
article-text: চাঁপাইনবাবগঞ্জ শহরে মাদকবিরোধি আলোচনা সভা অনুষ্ঠিত হয়েছে। শুক্রবার বিকালে শহরের শান্তিমোড় এলাকায় অবস্থিত সদর উপজেলা মুক্তিযোদ্ধা কমপ্লেক্স চত্বরে রামকৃষ্টপুর, মৃধাপাড়া, সোনারমোড়, বানীপাড়া ও মাঝপাড়া মহল্লাবাসীর সম্মিলিত উদ্যোগে এই সভা অনুষ্ঠিত হয়। বীর মুক্তিযোদ্ধা লাল মোহম্মদের সভাপতিত্বে ও বীর মুক্তিযোদ্ধা আব্দুর রহমানের সঞ্চলানায় অনুষ্ঠানে প্রধান অতিথির বক্তব্য দেন জেলা পরিষদ চেয়ারম্যান বীর মুক্তিযোদ্ধা রুহুল আমিন। বিশেষ অতিথির বক্তব্য দেন সদর মডেল থানার অফিসার ইনচার্জ মিন্টু রহমান, পরিদর্শক মাকছুদুর রহমান, চাঁপাইনবাবগঞ্জের অতিরিক্ত পিপি রবিউল ইসলাম, জেলা অন্ধ কল্যাণ সমিতি সাধারণ সম্পাদক আব্দুল হাকিম, সমাজসেবী মুনিরা খাতুন, শিক্ষক আব্দুল মিঠুন, এলাকাবাসী আয়াত নূর সহ অনান্যরা। সভায় বক্তারা মাদকের ভয়াবহতা ও মাদককেন্দ্রিক সৃষ্ট সমস্যাসমূহ তুলে ধরেন। [937, 940, 1067, 1274]
article-body-gobindaganj [184, 1939, 555, 1993]
byline: সাঁথিয়া (পাবনা) প্রতিনিধি : [937, 1375, 1042, 1385]
meeting-table [707, 2038, 1062, 2068]
masthead-photo-fish [705, 42, 716, 88]
banner-heading [791, 215, 983, 247]
byline: সিরাজগঞ্জ প্রতিনিধি : [555, 162, 678, 172]
dateline [959, 50, 1043, 80]
